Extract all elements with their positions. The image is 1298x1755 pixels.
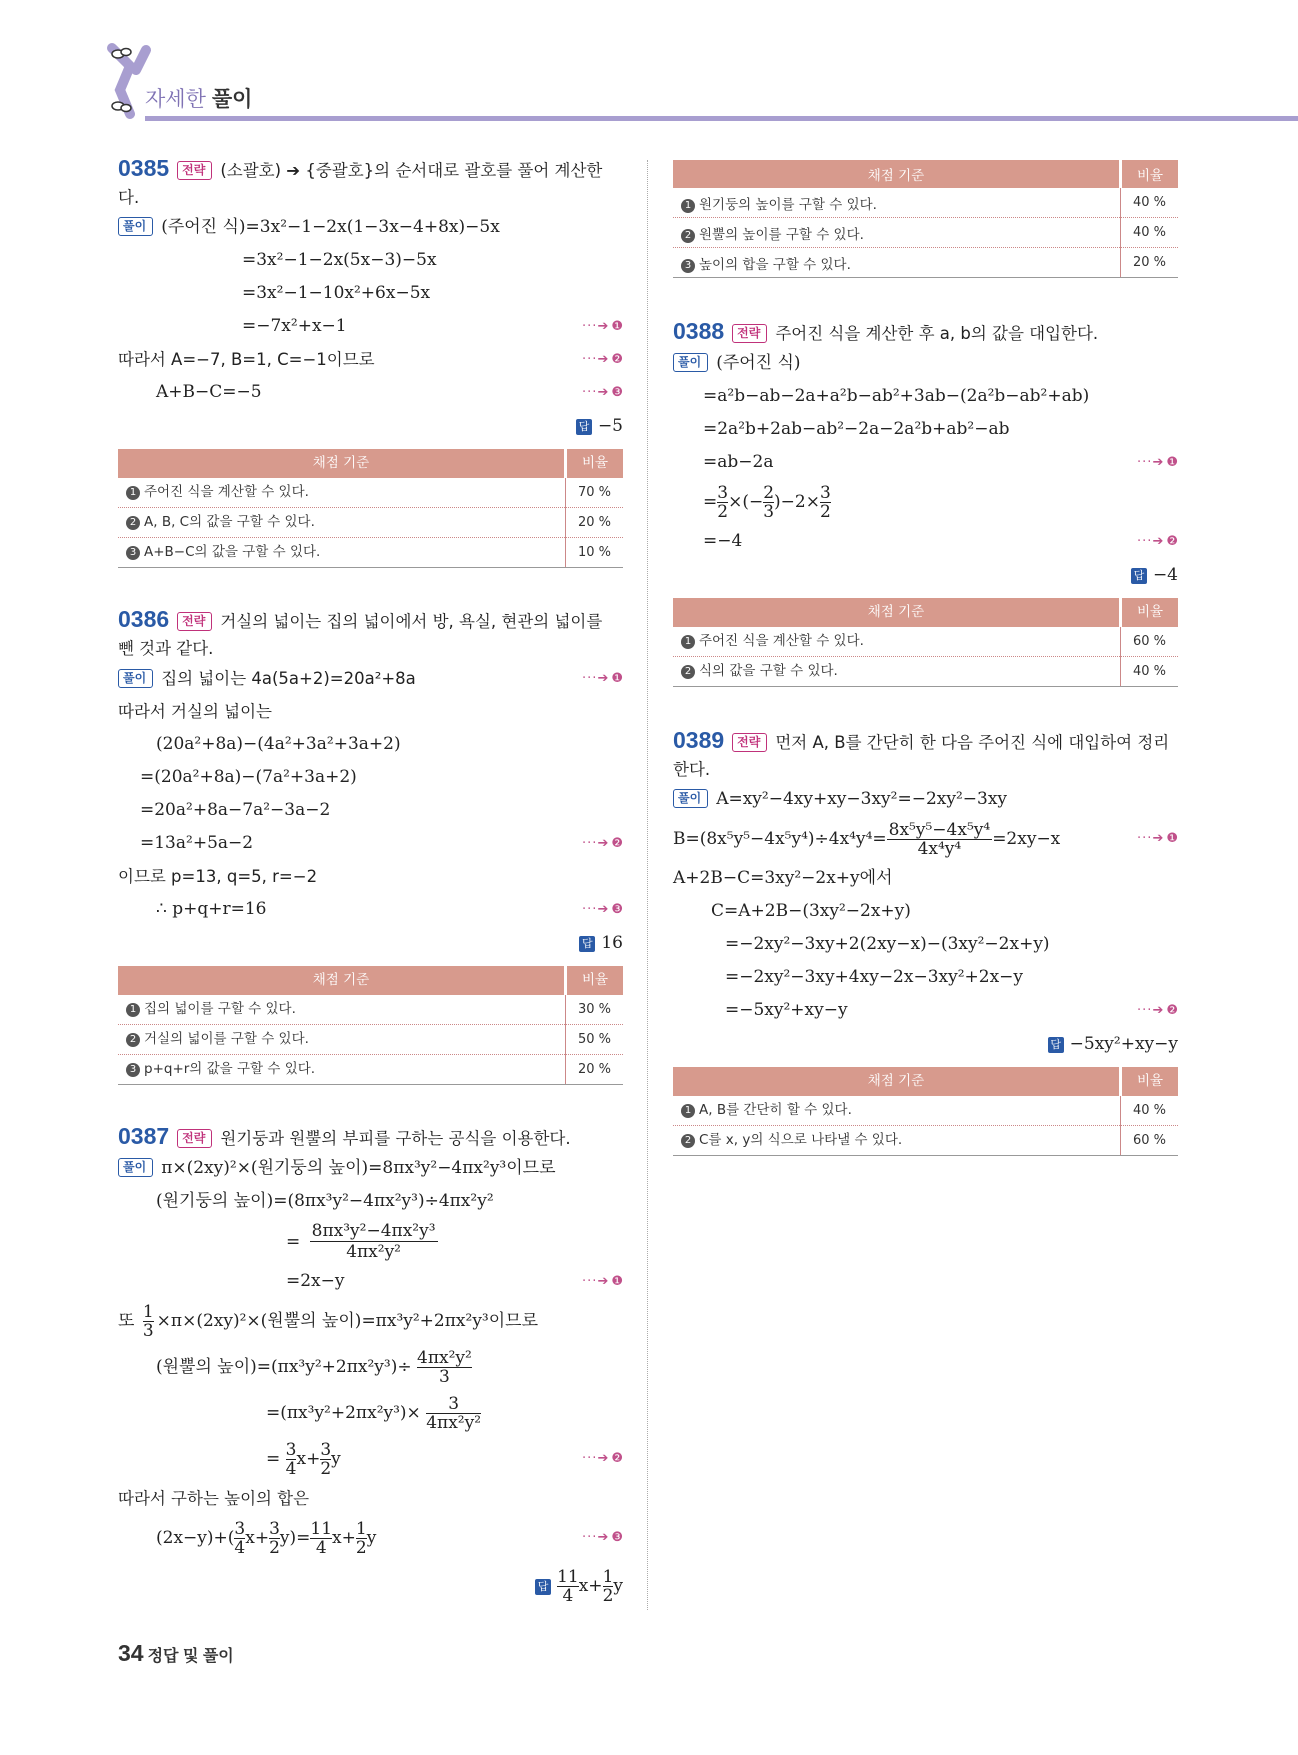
problem-0388: 0388 전략 주어진 식을 계산한 후 a, b의 값을 대입한다. 풀이 (주어진 식) =a²b−ab−2a+a²b−ab²+3ab−(2a²b−ab²+ab) =2a²b+2ab−ab²−2a−2a²b+ab²−ab =ab−2a ···➔ ❶ = $\frac{3}{2}$ ×(− $\frac{2}{3}$ )−2× $\frac{3}{2}$ =−4 ···➔ ❷ 답 −4 채점 기준 비율 1 주어진 식을 계산할 수 있다. 60 % 2 식의 값을 구할 수 있다. 40 %: [673, 318, 1178, 687]
solution-line: =−2xy²−3xy+2(2xy−x)−(3xy²−2x+y): [725, 934, 1050, 954]
answer: 답 −5xy²+xy−y: [673, 1029, 1178, 1059]
solution-line: (주어진 식)=3x²−1−2x(1−3x−4+8x)−5x: [161, 217, 500, 237]
solution-line: π×(2xy)²×(원기둥의 높이)=8πx³y²−4πx²y³이므로: [161, 1158, 556, 1178]
strategy-badge: 전략: [177, 612, 212, 631]
page-title: 자세한 풀이: [145, 87, 253, 111]
solution-line: B=(8x⁵y⁵−4x⁵y⁴)÷4x⁴y⁴=: [673, 829, 887, 849]
table-row: 2 C를 x, y의 식으로 나타낼 수 있다. 60 %: [673, 1126, 1178, 1156]
step-mark: ···➔ ❶: [582, 319, 623, 334]
step-mark: ···➔ ❷: [582, 352, 623, 367]
step-mark: ···➔ ❸: [582, 385, 623, 400]
step-mark: ···➔ ❷: [1137, 534, 1178, 549]
step-mark: ···➔ ❶: [1137, 455, 1178, 470]
problem-number: 0385: [118, 155, 170, 181]
solution-line: A=xy²−4xy+xy−3xy²=−2xy²−3xy: [716, 789, 1008, 809]
solution-line: A+2B−C=3xy²−2x+y에서: [673, 868, 893, 888]
problem-0389: 0389 전략 먼저 A, B를 간단히 한 다음 주어진 식에 대입하여 정리한다. 풀이 A=xy²−4xy+xy−3xy²=−2xy²−3xy B=(8x⁵y⁵−4x⁵y⁴)÷4x⁴y⁴= $\frac{\text{8x⁵y⁵−4x⁵y⁴}}{\text{4x⁴y⁴}}$ =2xy−x ···➔ ❶ A+2B−C=3xy²−2x+y에서 C=A+2B−(3xy²−2x+y) =−2xy²−3xy+2(2xy−x)−(3xy²−2x+y) =−2xy²−3xy+4xy−2x−3xy²+2x−y =−5xy²+xy−y ···➔ ❷ 답 −5xy²+xy−y 채점 기준 비율 1 A, B를 간단히 할 수 있다. 40 % 2 C를 x, y의 식으로 나타낼 수 있다. 60 %: [673, 727, 1178, 1156]
step-mark: ···➔ ❸: [582, 1529, 623, 1545]
header-rule: [145, 116, 1298, 121]
solution-line: (원기둥의 높이)=(8πx³y²−4πx²y³)÷4πx²y²: [156, 1191, 494, 1211]
step-mark: ···➔ ❶: [1137, 831, 1178, 846]
solution-line: =2x−y: [286, 1270, 345, 1291]
table-row: 2 원뿔의 높이를 구할 수 있다. 40 %: [673, 218, 1178, 248]
problem-0387: 0387 전략 원기둥과 원뿔의 부피를 구하는 공식을 이용한다. 풀이 π×(2xy)²×(원기둥의 높이)=8πx³y²−4πx²y³이므로 (원기둥의 높이)=(8πx³y²−4πx²y³)÷4πx²y² = $\frac{\text{8πx³y²−4πx²y³}}{\text{4πx²y²}}$ =2x−y ···➔ ❶ 또 $\frac{1}{3}$ ×π×(2xy)²×(원뿔의 높이)=πx³y²+2πx²y³이므로 (원뿔의 높이)=(πx³y²+2πx²y³)÷ $\frac{\text{4πx²y²}}{3}$ =(πx³y²+2πx²y³)× $\frac{3}{\text{4πx²y²}}$ = $\frac{3}{4}$ x+ $\frac{3}{2}$ y ···➔ ❷ 따라서 구하는 높이의 합은 (2x−y)+( $\frac{3}{4}$ x+ $\frac{3}{2}$ y)= $\frac{11}{4}$ x+ $\frac{1}{2}$ y ···➔ ❸ 답 $\frac{11}{4}$ x+ $\frac{1}{2}$ y: [118, 1123, 623, 1609]
table-row: 3 p+q+r의 값을 구할 수 있다. 20 %: [118, 1055, 623, 1085]
solution-line: 따라서 A=−7, B=1, C=−1이므로: [118, 350, 375, 369]
table-row: 1 주어진 식을 계산할 수 있다. 60 %: [673, 627, 1178, 657]
solution-line: =−4: [703, 531, 743, 551]
solution-line: (주어진 식): [716, 353, 801, 373]
answer: 답 16: [118, 928, 623, 958]
problem-number: 0386: [118, 606, 170, 632]
table-row: 1 주어진 식을 계산할 수 있다. 70 %: [118, 478, 623, 508]
solution-line: =−5xy²+xy−y: [725, 1000, 848, 1020]
solution-line: 이므로 p=13, q=5, r=−2: [118, 867, 318, 886]
answer: 답 $\frac{11}{4}$ x+ $\frac{1}{2}$ y: [118, 1563, 623, 1609]
solution-line: =3x²−1−10x²+6x−5x: [242, 283, 431, 303]
solution-badge: 풀이: [118, 1158, 153, 1177]
strategy-badge: 전략: [732, 733, 767, 752]
solution-line: (20a²+8a)−(4a²+3a²+3a+2): [156, 734, 401, 754]
step-mark: ···➔ ❷: [582, 1450, 623, 1466]
column-divider: [647, 160, 648, 1610]
table-row: 1 A, B를 간단히 할 수 있다. 40 %: [673, 1096, 1178, 1126]
criteria-table: 채점 기준 비율 1 주어진 식을 계산할 수 있다. 60 % 2 식의 값을 구할 수 있다. 40 %: [673, 598, 1178, 687]
step-mark: ···➔ ❷: [582, 836, 623, 851]
fraction-numerator: 8πx³y²−4πx²y³: [311, 1221, 436, 1241]
solution-line: =(20a²+8a)−(7a²+3a+2): [140, 767, 357, 787]
solution-line: =−2xy²−3xy+4xy−2x−3xy²+2x−y: [725, 967, 1024, 987]
page-header: [0, 0, 1298, 140]
criteria-table: 채점 기준 비율 1 주어진 식을 계산할 수 있다. 70 % 2 A, B, C의 값을 구할 수 있다. 20 % 3 A+B−C의 값을 구할 수 있다. 10 %: [118, 449, 623, 568]
table-row: 3 A+B−C의 값을 구할 수 있다. 10 %: [118, 538, 623, 568]
step-mark: ···➔ ❶: [582, 671, 623, 686]
solution-line: =(πx³y²+2πx²y³)×: [266, 1402, 421, 1423]
solution-line: =−7x²+x−1: [242, 316, 347, 336]
solution-line: =13a²+5a−2: [140, 833, 254, 853]
criteria-table: 채점 기준 비율 1 A, B를 간단히 할 수 있다. 40 % 2 C를 x, y의 식으로 나타낼 수 있다. 60 %: [673, 1067, 1178, 1156]
solution-badge: 풀이: [673, 789, 708, 808]
solution-line: 따라서 구하는 높이의 합은: [118, 1488, 310, 1508]
solution-line: 따라서 거실의 넓이는: [118, 702, 272, 721]
strategy-text: 거실의 넓이는 집의 넓이에서 방, 욕실, 현관의 넓이를 뺀 것과 같다.: [118, 612, 603, 658]
table-row: 2 거실의 넓이를 구할 수 있다. 50 %: [118, 1025, 623, 1055]
step-mark: ···➔ ❷: [1137, 1003, 1178, 1018]
solution-line: =20a²+8a−7a²−3a−2: [140, 800, 331, 820]
problem-0386: [118, 606, 623, 1085]
strategy-text: (소괄호) ➔ {중괄호}의 순서대로 괄호를 풀어 계산한다.: [118, 161, 603, 207]
strategy-badge: 전략: [732, 324, 767, 343]
strategy-badge: 전략: [177, 161, 212, 180]
solution-badge: 풀이: [118, 217, 153, 236]
solution-line: =ab−2a: [703, 452, 774, 472]
right-column: [673, 160, 1178, 1182]
strategy-text: 먼저 A, B를 간단히 한 다음 주어진 식에 대입하여 정리한다.: [673, 733, 1170, 779]
page-footer: [118, 1640, 234, 1667]
footer-label: 정답 및 풀이: [147, 1648, 234, 1665]
problem-number: 0387: [118, 1123, 170, 1149]
solution-line: A+B−C=−5: [156, 382, 262, 402]
solution-line: (원뿔의 높이)=(πx³y²+2πx²y³)÷: [156, 1356, 412, 1377]
strategy-badge: 전략: [177, 1129, 212, 1148]
solution-line: =3x²−1−2x(5x−3)−5x: [242, 250, 437, 270]
strategy-text: 주어진 식을 계산한 후 a, b의 값을 대입한다.: [775, 324, 1099, 343]
step-mark: ···➔ ❸: [582, 902, 623, 917]
solution-line: ∴ p+q+r=16: [156, 899, 267, 919]
strategy-text: 원기둥과 원뿔의 부피를 구하는 공식을 이용한다.: [220, 1129, 571, 1148]
answer: 답 −4: [673, 560, 1178, 590]
table-row: 1 원기둥의 높이를 구할 수 있다. 40 %: [673, 188, 1178, 218]
table-row: 2 A, B, C의 값을 구할 수 있다. 20 %: [118, 508, 623, 538]
solution-line: =a²b−ab−2a+a²b−ab²+3ab−(2a²b−ab²+ab): [703, 386, 1090, 406]
criteria-table: 채점 기준 비율 1 집의 넓이를 구할 수 있다. 30 % 2 거실의 넓이를 구할 수 있다. 50 % 3 p+q+r의 값을 구할 수 있다. 20 %: [118, 966, 623, 1085]
solution-badge: 풀이: [118, 669, 153, 688]
criteria-table: 채점 기준 비율 1 원기둥의 높이를 구할 수 있다. 40 % 2 원뿔의 높이를 구할 수 있다. 40 % 3 높이의 합을 구할 수 있다. 20 %: [673, 160, 1178, 278]
solution-line: ×π×(2xy)²×(원뿔의 높이)=πx³y²+2πx²y³이므로: [156, 1310, 539, 1331]
step-mark: ···➔ ❶: [582, 1273, 623, 1289]
problem-0385: [118, 155, 623, 568]
page-number: 34: [118, 1640, 144, 1666]
problem-number: 0388: [673, 318, 725, 344]
problem-number: 0389: [673, 727, 725, 753]
solution-line: 집의 넓이는 4a(5a+2)=20a²+8a: [161, 669, 416, 688]
table-row: 2 식의 값을 구할 수 있다. 40 %: [673, 657, 1178, 687]
table-row: 1 집의 넓이를 구할 수 있다. 30 %: [118, 995, 623, 1025]
solution-line: C=A+2B−(3xy²−2x+y): [711, 901, 911, 921]
solution-badge: 풀이: [673, 353, 708, 372]
left-column: [118, 155, 623, 1635]
fraction-denominator: 4πx²y²: [346, 1242, 401, 1262]
table-row: 3 높이의 합을 구할 수 있다. 20 %: [673, 248, 1178, 278]
solution-line: =2a²b+2ab−ab²−2a−2a²b+ab²−ab: [703, 419, 1010, 439]
solution-word: 또: [118, 1310, 135, 1331]
answer: 답 −5: [118, 411, 623, 441]
